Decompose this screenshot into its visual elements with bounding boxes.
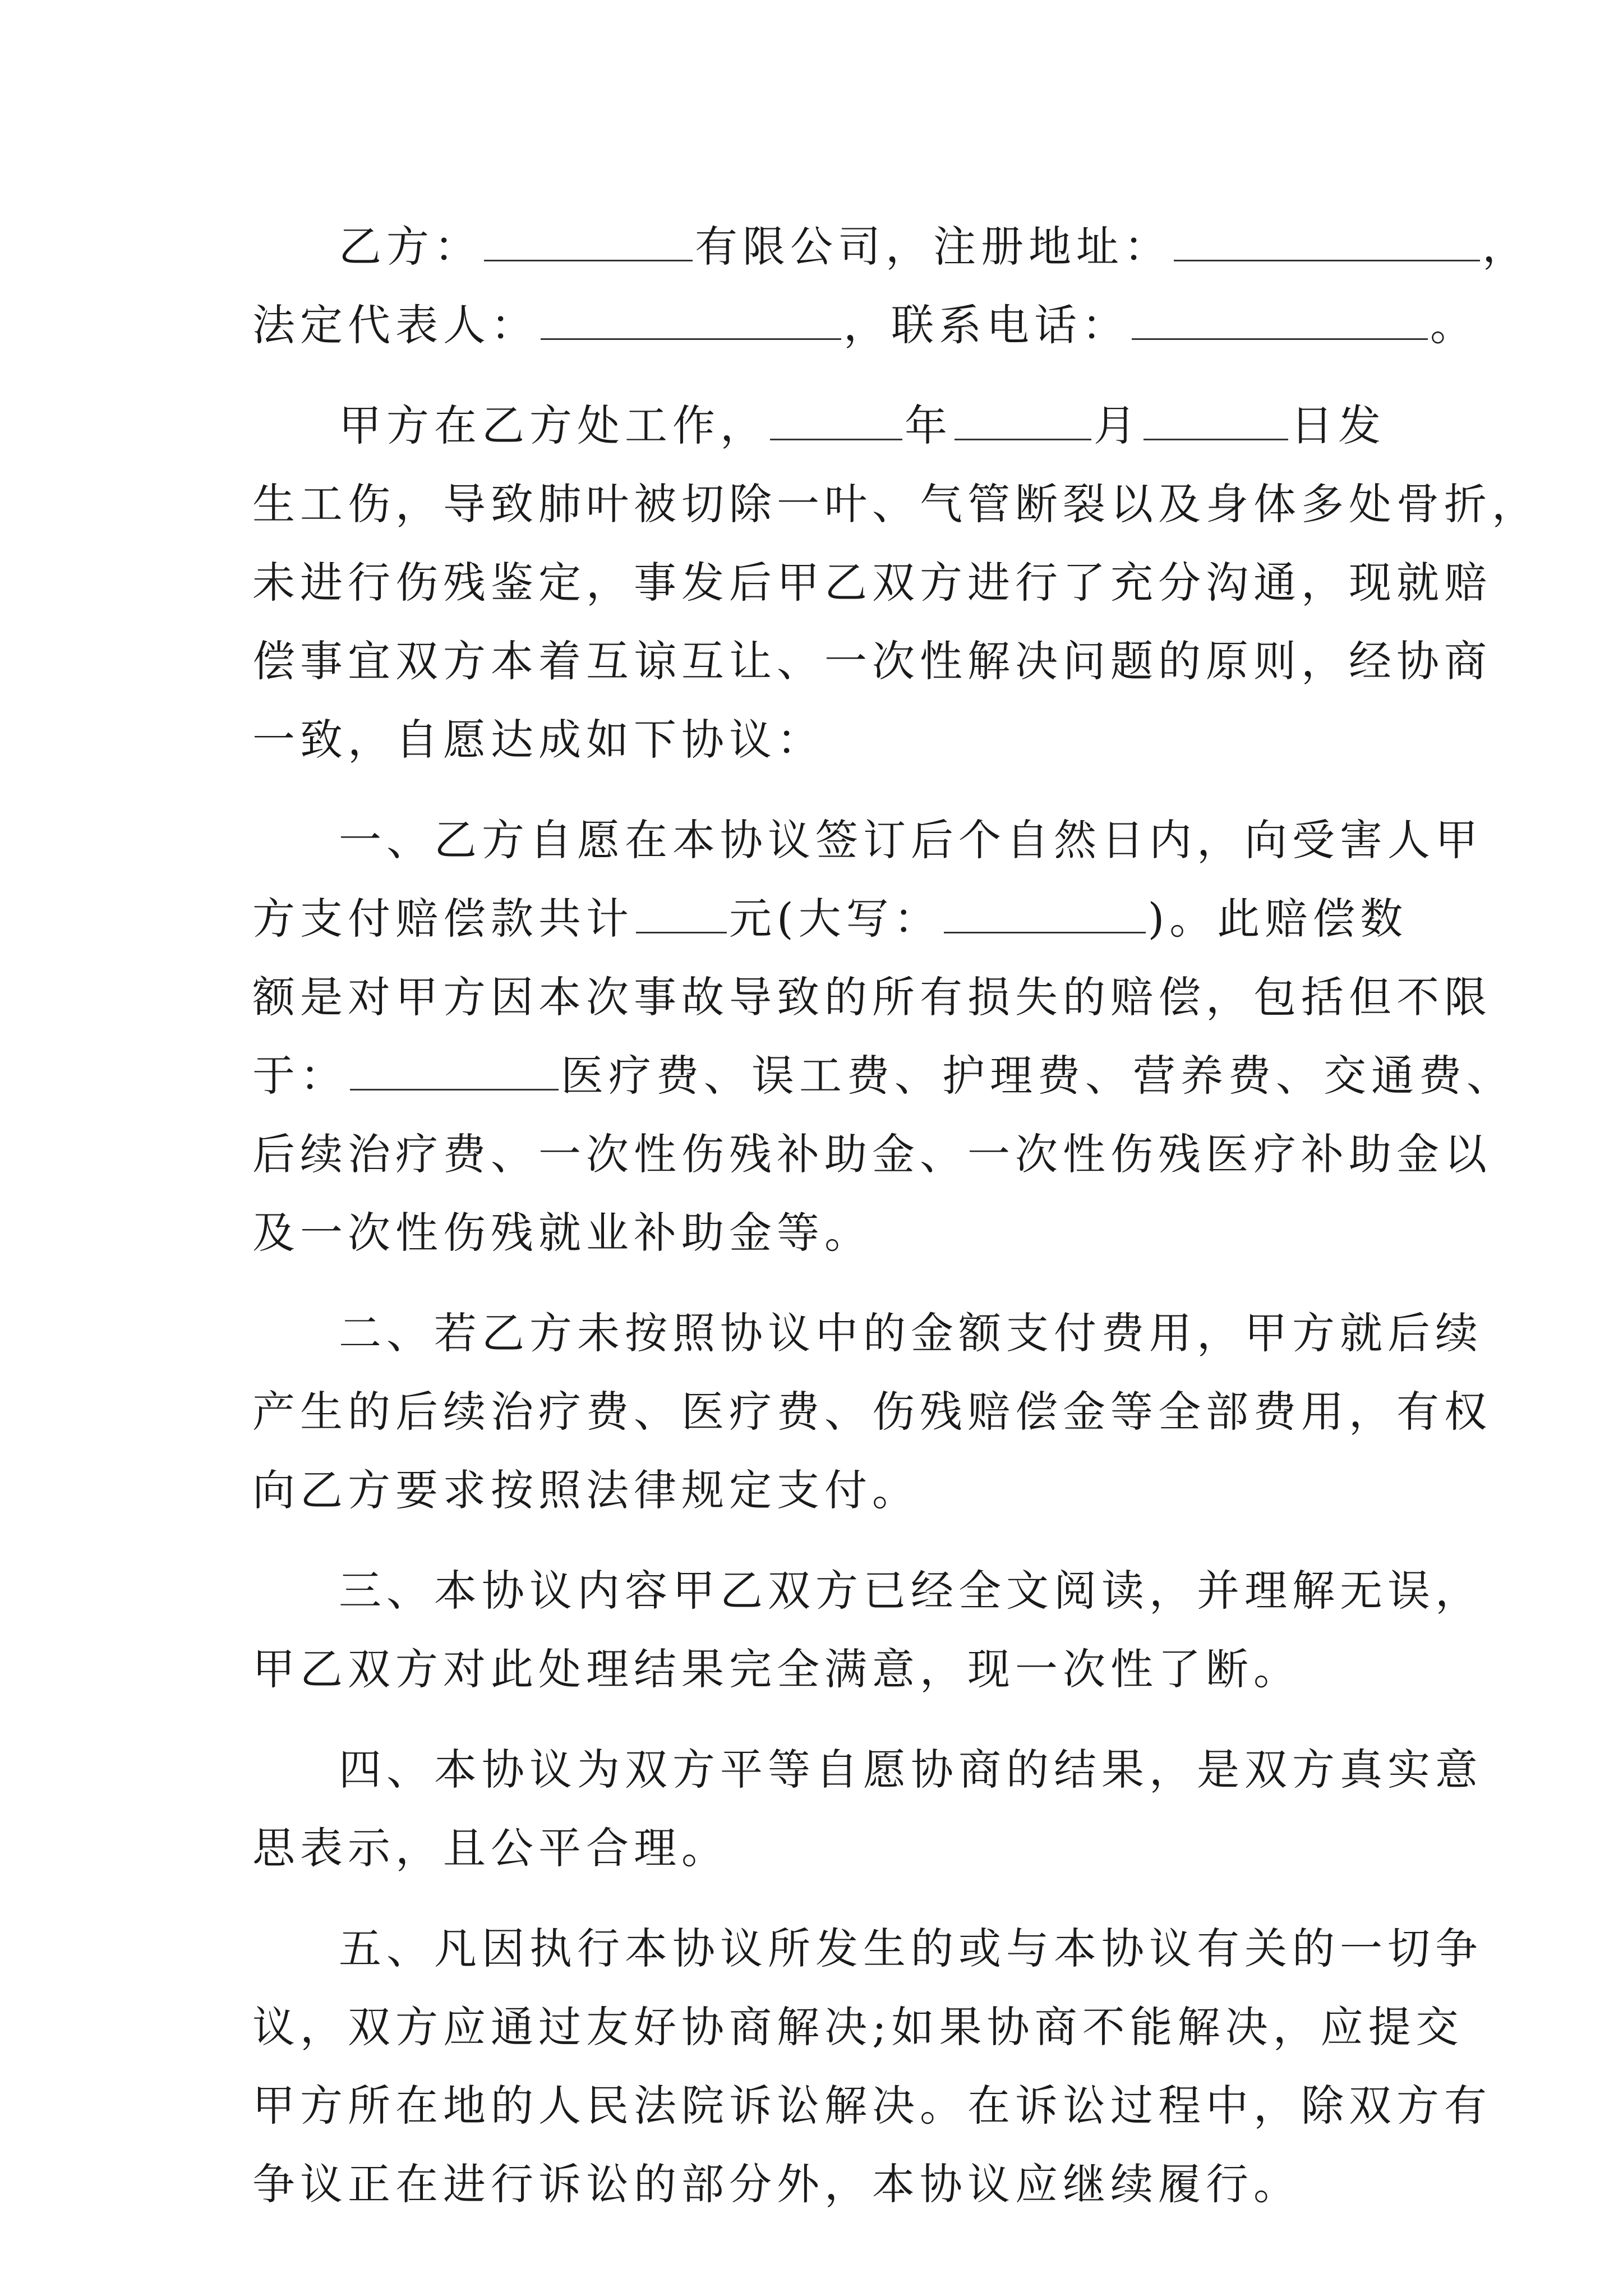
clause-3-line-1: 三、本协议内容甲乙双方已经全文阅读，并理解无误， [339,1566,1483,1616]
legal-rep-label: 法定代表人： [252,300,538,350]
clause-2-line-1: 二、若乙方未按照协议中的金额支付费用，甲方就后续 [339,1308,1483,1358]
party-b-line-1 [252,208,1530,286]
party-b-label: 乙方： [339,222,482,272]
legal-rep-blank[interactable] [541,301,841,340]
agreement-body [252,208,1539,2224]
amount-in-words-blank[interactable] [944,895,1146,933]
clause-1-line-5: 后续治疗费、一次性伤残补助金、一次性伤残医疗补助金以 [252,1129,1492,1179]
clause-1-line-3: 额是对甲方因本次事故导致的所有损失的赔偿，包括但不限 [252,972,1492,1022]
amount-blank[interactable] [636,895,727,933]
clause-5-line-2: 议，双方应通过友好协商解决;如果协商不能解决，应提交 [252,2002,1464,2052]
incident-line-3: 未进行伤残鉴定，事发后甲乙双方进行了充分沟通，现就赔 [252,558,1492,608]
day-blank[interactable] [1144,402,1288,440]
clause-5-line-1: 五、凡因执行本协议所发生的或与本协议有关的一切争 [339,1924,1483,1973]
clause-1-line-1: 一、乙方自愿在本协议签订后个自然日内，向受害人甲 [339,815,1483,865]
company-name-blank[interactable] [484,223,693,261]
clause-1-text: 方支付赔偿款共计 [252,894,634,944]
day-label: 日发 [1290,401,1386,450]
clause-3-line-2: 甲乙双方对此处理结果完全满意，现一次性了断。 [252,1644,1301,1694]
clause-2-line-3: 向乙方要求按照法律规定支付。 [252,1465,920,1515]
month-blank[interactable] [955,402,1091,440]
clause-1-text: 元(大写： [729,894,942,944]
registered-address-blank[interactable] [1174,223,1480,261]
clause-4-line-2: 思表示，且公平合理。 [252,1823,729,1873]
incident-line-5: 一致，自愿达成如下协议： [252,715,824,765]
year-blank[interactable] [770,402,902,440]
items-blank[interactable] [350,1052,559,1091]
month-label: 月 [1094,401,1141,450]
incident-line-1 [252,386,1386,465]
incident-text: 甲方在乙方处工作， [339,401,768,450]
clause-1-text: 医疗费、误工费、护理费、营养费、交通费、 [561,1051,1514,1101]
clause-5-line-3: 甲方所在地的人民法院诉讼解决。在诉讼过程中，除双方有 [252,2081,1492,2131]
company-address-label: 有限公司，注册地址： [695,222,1172,272]
clause-1-line-6: 及一次性伤残就业补助金等。 [252,1208,872,1258]
clause-1-text: )。此赔偿数 [1147,894,1408,944]
incident-line-2: 生工伤，导致肺叶被切除一叶、气管断裂以及身体多处骨折， [252,479,1539,529]
year-label: 年 [905,401,952,450]
clause-5-line-4: 争议正在进行诉讼的部分外，本协议应继续履行。 [252,2159,1301,2209]
clause-1-line-4 [252,1037,1514,1115]
clause-1-line-2 [252,880,1408,958]
clause-2-line-2: 产生的后续治疗费、医疗费、伤残赔偿金等全部费用，有权 [252,1387,1492,1437]
phone-blank[interactable] [1132,301,1428,340]
incident-line-4: 偿事宜双方本着互谅互让、一次性解决问题的原则，经协商 [252,636,1492,686]
clause-4-line-1: 四、本协议为双方平等自愿协商的结果，是双方真实意 [339,1745,1483,1795]
punctuation: 。 [1430,300,1478,350]
phone-label: ，联系电话： [843,300,1129,350]
party-b-line-2 [252,286,1478,365]
clause-1-text: 于： [252,1051,348,1101]
punctuation: ， [1482,222,1530,272]
